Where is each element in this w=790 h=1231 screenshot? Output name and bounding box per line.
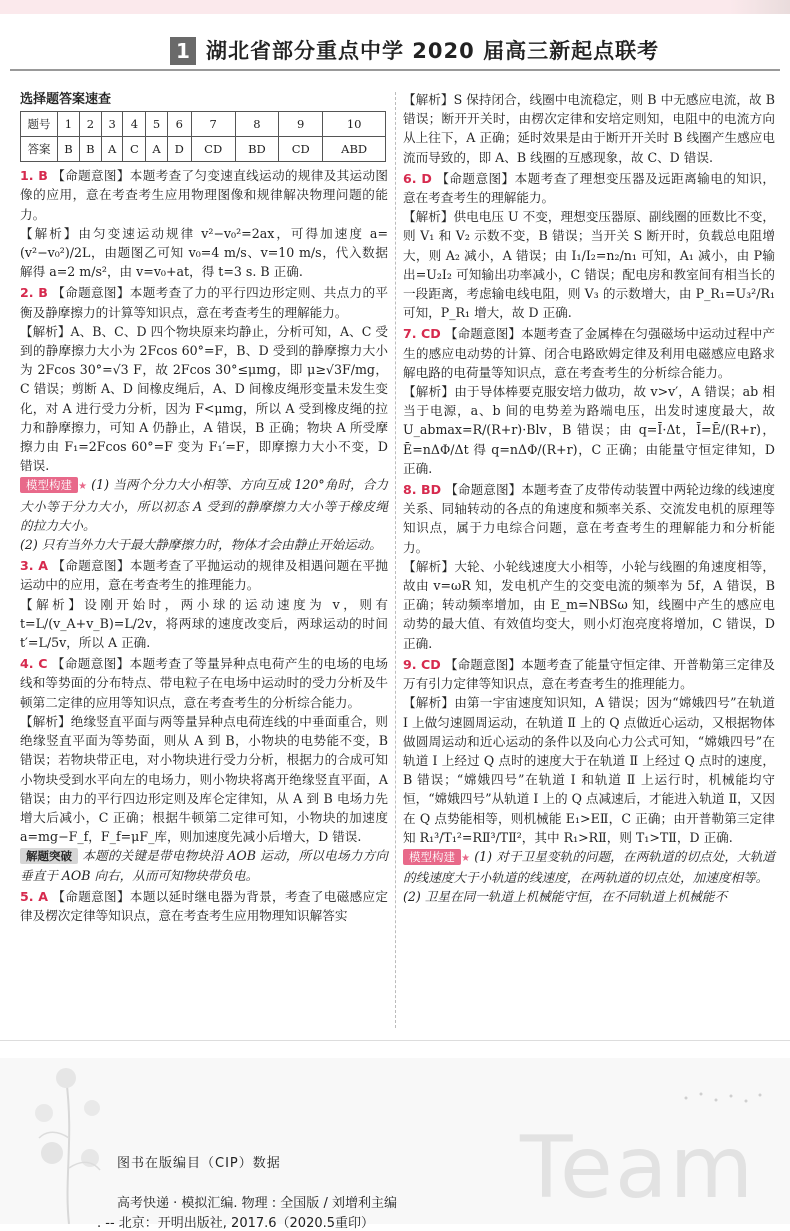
table-cell: CD — [191, 137, 235, 162]
question-8-analysis: 【解析】大轮、小轮线速度大小相等，小轮与线圈的角速度相等，故由 v=ωR 知，发电机产生的交变电流的频率为 5f，A 错误，B 正确；转动频率增加，由 E_m=NBSω 知，线圈中产生的感应电动势的最大值、有效值均变大，则小灯泡亮度将增加，C 错误，D 正确. — [403, 558, 775, 651]
cip-title: 图书在版编目（CIP）数据 — [117, 1156, 281, 1171]
table-cell: 3 — [101, 112, 123, 137]
question-8-number: 8. BD — [403, 482, 442, 498]
table-cell: 题号 — [21, 112, 58, 137]
question-2-intent-text: 【命题意图】本题考查了力的平行四边形定则、共点力的平衡及静摩擦力的计算等知识点，意在考查考生的理解能力。 — [20, 285, 389, 320]
table-cell: 5 — [146, 112, 168, 137]
section-title: 湖北省部分重点中学 2020 届高三新起点联考 — [206, 39, 660, 63]
right-column — [403, 90, 775, 907]
model-tag: 模型构建 — [403, 849, 461, 865]
question-7-number: 7. CD — [403, 326, 441, 342]
page-separator — [0, 1040, 790, 1059]
star-icon: ★ — [78, 481, 88, 493]
model-text: (1) 对于卫星变轨的问题，在两轨道的切点处，大轨道的线速度大于小轨道的线速度，在两轨道的切点处，加速度相等。 — [403, 848, 775, 886]
star-icon: ★ — [461, 852, 471, 864]
top-band — [0, 0, 790, 14]
model-note-2 — [403, 847, 775, 887]
question-6-analysis: 【解析】供电电压 U 不变，理想变压器原、副线圈的匝数比不变，则 V₁ 和 V₂ 示数不变，B 错误；当开关 S 断开时，负载总电阻增大，则 A₂ 减小，A 错误；由 I₁/I₂=n₂/n₁ 可知，A₁ 减小，由 P输出=U₂I₂ 可知输出功率减小，C 错误；配电房和教室间有相当长的一段距离，考虑输电线电阻，则 V₃ 的示数增大，由 P_R₁=U₃²/R₁ 可知，P_R₁ 增大，故 D 正确. — [403, 209, 775, 321]
flower-decoration-icon — [14, 1058, 124, 1224]
table-cell: A — [101, 137, 123, 162]
question-1-intent — [20, 166, 388, 224]
question-5-analysis: 【解析】S 保持闭合，线圈中电流稳定，则 B 中无感应电流，故 B 错误；断开开关时，由楞次定律和安培定则知，电阻中的电流方向从上往下，A 正确；延时效果是由于断开开关时 B 线圈产生感应电流而导致的，即 A、B 线圈的互感现象，故 C、D 错误. — [403, 92, 775, 165]
tip-note — [20, 846, 388, 884]
table-cell: 2 — [79, 112, 101, 137]
left-column — [20, 90, 388, 925]
publisher-line: . -- 北京：开明出版社, 2017.6（2020.5重印） — [97, 1216, 375, 1231]
question-5-number: 5. A — [20, 888, 49, 904]
table-cell: C — [123, 137, 146, 162]
model-text: (1) 当两个分力大小相等、方向互成 120°角时，合力大小等于分力大小，所以初态 A 受到的静摩擦力大小等于橡皮绳的拉力大小。 — [20, 477, 388, 533]
table-cell: 6 — [167, 112, 191, 137]
question-2-analysis: 【解析】A、B、C、D 四个物块原来均静止，分析可知，A、C 受到的静摩擦力大小为 2Fcos 60°=F，B、D 受到的静摩擦力大小为 2Fcos 30°=√3 F，故 2Fcos 30°≤μmg，即 μ≥√3F/mg，C 错误；剪断 A、D 间橡皮绳后，A、D 间橡皮绳形变量未发生变化，对 A 进行受力分析，因为 F<μmg，所以 A 受到橡皮绳的拉力和静摩擦力，可知 A 仍静止，A 错误，B 正确；物块 A 所受摩擦力由 F₁=2Fcos 60°=F 变为 F₁′=F，即摩擦力大小不变，D 错误. — [20, 323, 388, 474]
table-cell: 7 — [191, 112, 235, 137]
table-caption: 选择题答案速查 — [20, 92, 112, 107]
table-cell: 1 — [58, 112, 80, 137]
question-4-intent — [20, 654, 388, 712]
table-cell: BD — [235, 137, 278, 162]
dots-decoration-icon — [676, 1088, 766, 1108]
model-text-2: (2) 只有当外力大于最大静摩擦力时，物体才会由静止开始运动。 — [20, 537, 382, 553]
question-3-analysis: 【解析】设刚开始时，两小球的运动速度为 v，则有 t=L/(v_A+v_B)=L/2v，将两球的速度改变后，两球运动的时间 t′=L/5v，所以 A 正确. — [20, 596, 388, 651]
question-5-intent — [20, 887, 388, 925]
model-text-2: (2) 卫星在同一轨道上机械能守恒，在不同轨道上机械能不 — [403, 889, 728, 905]
question-7-intent — [403, 324, 775, 382]
tip-tag: 解题突破 — [20, 848, 78, 864]
question-3-intent-text: 【命题意图】本题考查了平抛运动的规律及相遇问题在平抛运动中的应用，意在考查考生的推理能力。 — [20, 558, 388, 593]
table-cell: B — [79, 137, 101, 162]
table-row — [21, 137, 386, 162]
table-cell: 10 — [323, 112, 386, 137]
question-3-intent — [20, 556, 388, 594]
table-row — [21, 112, 386, 137]
question-9-analysis: 【解析】由第一宇宙速度知识知，A 错误；因为“嫦娥四号”在轨道 Ⅰ 上做匀速圆周运动，在轨道 Ⅱ 上的 Q 点做近心运动，又根据物体做圆周运动和近心运动的条件以及向心力公式可知，“嫦娥四号”在轨道 Ⅰ 上经过 Q 点时的速度大于在轨道 Ⅱ 上经过 Q 点时的速度，B 错误；“嫦娥四号”在轨道 Ⅰ 和轨道 Ⅱ 上运行时，机械能均守恒，“嫦娥四号”从轨道 Ⅰ 上的 Q 点减速后，才能进入轨道 Ⅱ，又因在 Q 点势能相等，则机械能 E₁>EⅡ，C 正确；由开普勒第三定律知 R₁³/T₁²=RⅡ³/TⅡ²，其中 R₁>RⅡ，则 T₁>TⅡ，D 正确. — [403, 695, 775, 845]
question-4-number: 4. C — [20, 656, 48, 672]
question-1-analysis: 【解析】由匀变速运动规律 v²−v₀²=2ax，可得加速度 a=(v²−v₀²)/2L，由题图乙可知 v₀=4 m/s、v=10 m/s，代入数据解得 a=2 m/s²，由 v=v₀+at，得 t=3 s. B 正确. — [20, 225, 388, 280]
table-cell: D — [167, 137, 191, 162]
table-cell: B — [58, 137, 80, 162]
question-9-intent-text: 【命题意图】本题考查了能量守恒定律、开普勒第三定律及万有引力定律等知识点，意在考查考生的推理能力。 — [403, 656, 776, 692]
section-header — [10, 35, 780, 69]
watermark-text: Team — [520, 1118, 756, 1218]
question-9-number: 9. CD — [403, 656, 441, 672]
question-1-number: 1. B — [20, 168, 48, 184]
column-divider — [395, 92, 396, 1028]
table-cell: 答案 — [21, 137, 58, 162]
question-2-intent — [20, 283, 388, 321]
question-8-intent-text: 【命题意图】本题考查了皮带传动装置中两轮边缘的线速度关系、同轴转动的各点的角速度和频率关系、交流发电机的原理等知识点，属于力电综合问题，意在考查考生的理解能力和分析能力。 — [403, 482, 776, 555]
tip-text: 本题的关键是带电物块沿 AOB 运动，所以电场力方向垂直于 AOB 向右，从而可知物块带负电。 — [20, 848, 388, 883]
header-rule — [10, 69, 780, 71]
question-8-intent — [403, 480, 775, 557]
question-7-intent-text: 【命题意图】本题考查了金属棒在匀强磁场中运动过程中产生的感应电动势的计算、闭合电路欧姆定律及利用电磁感应电路求解电路的电荷量等知识点，意在考查考生的分析综合能力。 — [403, 326, 776, 380]
table-cell: A — [146, 137, 168, 162]
book-title: 高考快递 · 模拟汇编. 物理 : 全国版 / 刘增利主编 — [117, 1196, 397, 1211]
table-cell: 8 — [235, 112, 278, 137]
answer-table — [20, 111, 386, 162]
question-4-analysis: 【解析】绝缘竖直平面与两等量异种点电荷连线的中垂面重合，则绝缘竖直平面为等势面，则从 A 到 B，小物块的电势能不变，B 错误；若物块带正电，对小物块进行受力分析，根据力的合成可知小物块受到水平向左的电场力，则小物块将离开绝缘竖直平面，A 错误；由力的平行四边形定则及库仑定律知，从 A 到 B 电场力先增大后减小，C 正确；根据牛顿第二定律可知，小物块的加速度 a=mg−F_f，F_f=μF_库，则加速度先减小后增大，D 错误. — [20, 713, 388, 845]
question-1-intent-text: 【命题意图】本题考查了匀变速直线运动的规律及其运动图像的应用，意在考查考生应用物理图像和规律解决物理问题的能力。 — [20, 168, 389, 222]
table-cell: 9 — [279, 112, 323, 137]
table-cell: ABD — [323, 137, 386, 162]
table-cell: CD — [279, 137, 323, 162]
question-7-analysis: 【解析】由于导体棒要克服安培力做功，故 v>v′，A 错误；ab 相当于电源，a、b 间的电势差为路端电压，出发时速度最大，故 U_abmax=R/(R+r)·Blv，B 错误；由 q=Ī·Δt，Ī=Ē/(R+r)，Ē=nΔΦ/Δt 得 q=nΔΦ/(R+r)，C 正确；由能量守恒定律知，D 正确. — [403, 384, 775, 476]
model-tag: 模型构建 — [20, 477, 78, 493]
question-6-number: 6. D — [403, 170, 432, 186]
question-5-intent-text: 【命题意图】本题以延时继电器为背景，考查了电磁感应定律及楞次定律等知识点，意在考查考生应用物理知识解答实 — [20, 888, 388, 923]
question-6-intent — [403, 169, 775, 207]
table-cell: 4 — [123, 112, 146, 137]
model-note-1 — [20, 475, 388, 535]
section-number: 1 — [170, 37, 196, 65]
question-9-intent — [403, 655, 775, 693]
question-2-number: 2. B — [20, 285, 48, 301]
copyright-page — [0, 1058, 790, 1231]
question-6-intent-text: 【命题意图】本题考查了理想变压器及远距离输电的知识，意在考查考生的理解能力。 — [403, 170, 776, 206]
question-3-number: 3. A — [20, 558, 49, 574]
question-4-intent-text: 【命题意图】本题考查了等量异种点电荷产生的电场的电场线和等势面的分布特点、带电粒子在电场中运动时的受力分析及牛顿第二定律的应用等知识点，意在考查考生的分析综合能力。 — [20, 656, 388, 710]
